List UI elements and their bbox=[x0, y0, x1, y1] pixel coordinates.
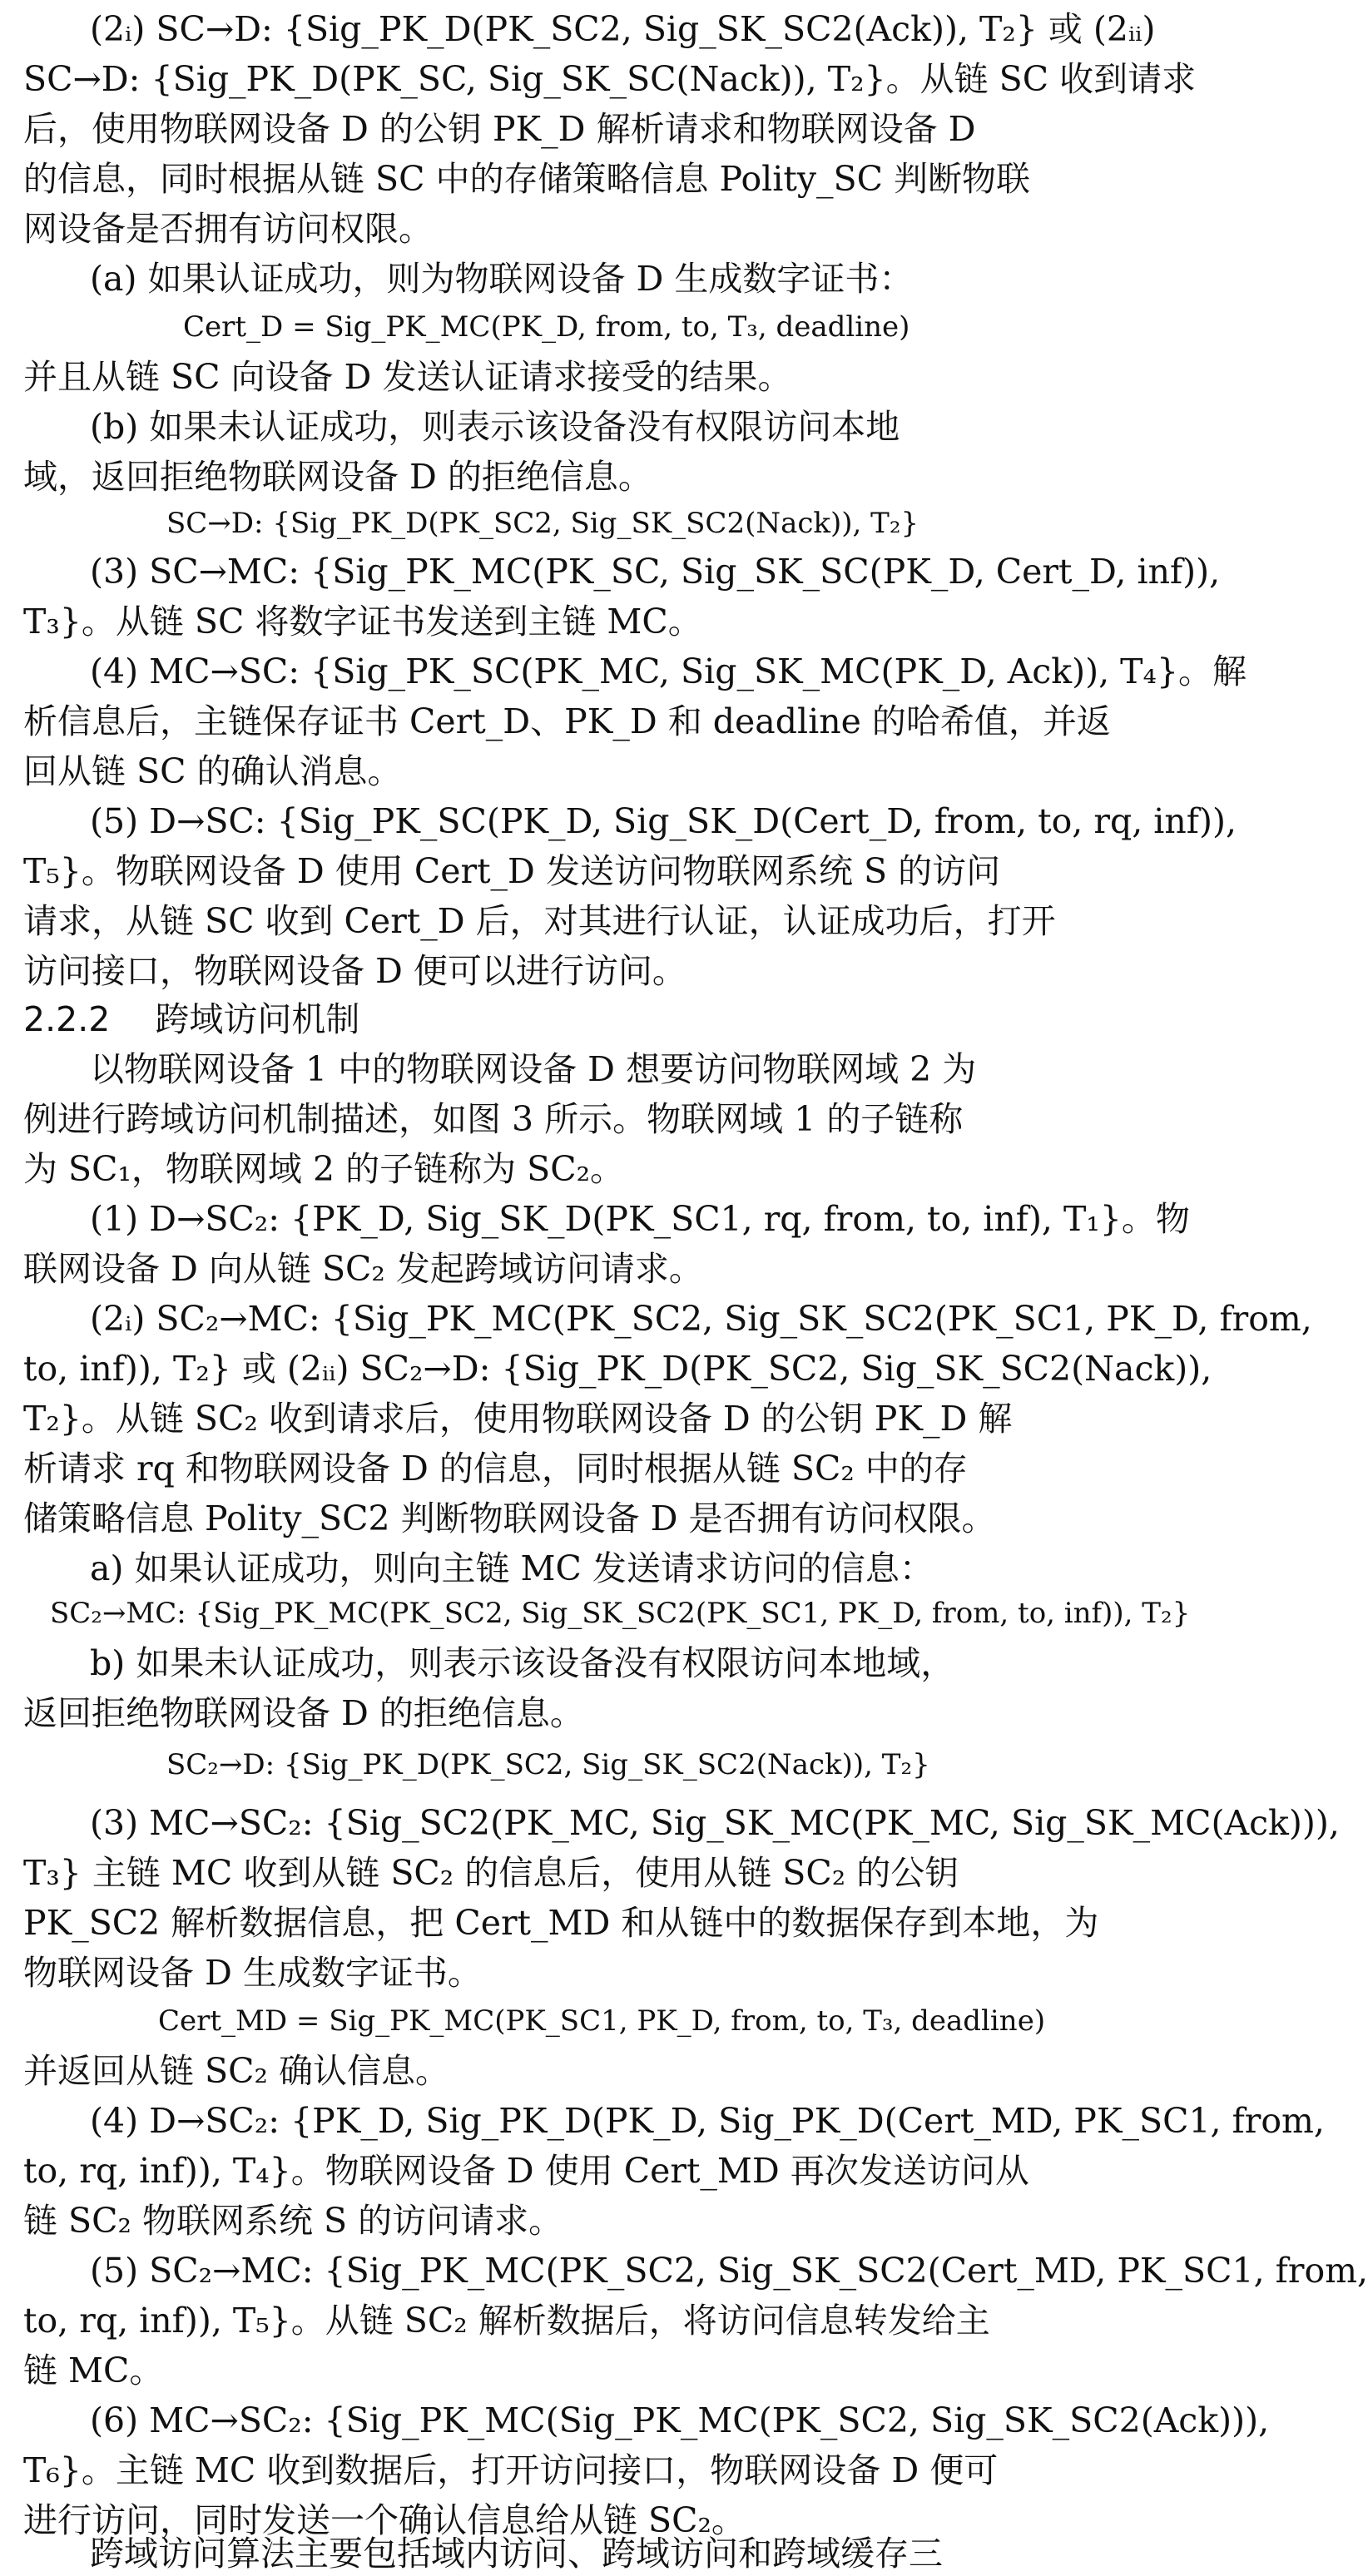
text-line: 为 SC₁，物联网域 2 的子链称为 SC₂。 bbox=[23, 1149, 625, 1189]
section-number: 2.2.2 bbox=[23, 999, 111, 1039]
text-line: (3) MC→SC₂: {Sig_SC2(PK_MC, Sig_SK_MC(PK_MC, Sig_SK_MC(Ack))), bbox=[90, 1803, 1340, 1843]
text-line: (4) D→SC₂: {PK_D, Sig_PK_D(PK_D, Sig_PK_D(Cert_MD, PK_SC1, from, bbox=[90, 2101, 1325, 2141]
text-line: 并返回从链 SC₂ 确认信息。 bbox=[23, 2051, 449, 2091]
text-line: (3) SC→MC: {Sig_PK_MC(PK_SC, Sig_SK_SC(PK_D, Cert_D, inf)), bbox=[90, 552, 1221, 592]
text-line: 以物联网设备 1 中的物联网设备 D 想要访问物联网域 2 为 bbox=[90, 1049, 977, 1089]
text-line: 跨域访问算法主要包括域内访问、跨域访问和跨域缓存三 bbox=[90, 2534, 943, 2574]
text-line: 进行访问，同时发送一个确认信息给从链 SC₂。 bbox=[23, 2500, 746, 2540]
text-line: T₂}。从链 SC₂ 收到请求后，使用物联网设备 D 的公钥 PK_D 解 bbox=[23, 1399, 1013, 1439]
text-line: (6) MC→SC₂: {Sig_PK_MC(Sig_PK_MC(PK_SC2, Sig_SK_SC2(Ack))), bbox=[90, 2400, 1270, 2440]
text-line: (2ᵢ) SC→D: {Sig_PK_D(PK_SC2, Sig_SK_SC2(Ack)), T₂} 或 (2ᵢᵢ) bbox=[90, 9, 1156, 49]
text-line: (5) D→SC: {Sig_PK_SC(PK_D, Sig_SK_D(Cert_D, from, to, rq, inf)), bbox=[90, 801, 1237, 841]
section-title: 跨域访问机制 bbox=[155, 999, 360, 1039]
text-line: (4) MC→SC: {Sig_PK_SC(PK_MC, Sig_SK_MC(PK_D, Ack)), T₄}。解 bbox=[90, 651, 1247, 691]
text-line: to, rq, inf)), T₅}。从链 SC₂ 解析数据后，将访问信息转发给主 bbox=[23, 2301, 990, 2341]
text-line: T₃} 主链 MC 收到从链 SC₂ 的信息后，使用从链 SC₂ 的公钥 bbox=[23, 1853, 959, 1893]
text-line: T₆}。主链 MC 收到数据后，打开访问接口，物联网设备 D 便可 bbox=[23, 2450, 999, 2490]
text-line: 返回拒绝物联网设备 D 的拒绝信息。 bbox=[23, 1693, 584, 1733]
text-line: 物联网设备 D 生成数字证书。 bbox=[23, 1953, 482, 1993]
text-line: 的信息，同时根据从链 SC 中的存储策略信息 Polity_SC 判断物联 bbox=[23, 159, 1031, 199]
text-line: to, inf)), T₂} 或 (2ᵢᵢ) SC₂→D: {Sig_PK_D(PK_SC2, Sig_SK_SC2(Nack)), bbox=[23, 1349, 1212, 1389]
text-line: 后，使用物联网设备 D 的公钥 PK_D 解析请求和物联网设备 D bbox=[23, 109, 976, 149]
formula-nack-2: SC₂→D: {Sig_PK_D(PK_SC2, Sig_SK_SC2(Nack)), T₂} bbox=[166, 1748, 930, 1781]
text-line: (2ᵢ) SC₂→MC: {Sig_PK_MC(PK_SC2, Sig_SK_SC2(PK_SC1, PK_D, from, bbox=[90, 1299, 1312, 1339]
text-line: 回从链 SC 的确认消息。 bbox=[23, 751, 402, 791]
text-line: 并且从链 SC 向设备 D 发送认证请求接受的结果。 bbox=[23, 357, 792, 397]
text-line: 例进行跨域访问机制描述，如图 3 所示。物联网域 1 的子链称 bbox=[23, 1099, 964, 1139]
text-line: 储策略信息 Polity_SC2 判断物联网设备 D 是否拥有访问权限。 bbox=[23, 1499, 996, 1538]
text-line: 请求，从链 SC 收到 Cert_D 后，对其进行认证，认证成功后，打开 bbox=[23, 901, 1056, 941]
text-line: (b) 如果未认证成功，则表示该设备没有权限访问本地 bbox=[90, 407, 900, 447]
text-line: 链 MC。 bbox=[23, 2351, 164, 2390]
text-line: 析请求 rq 和物联网设备 D 的信息，同时根据从链 SC₂ 中的存 bbox=[23, 1449, 968, 1489]
text-line: b) 如果未认证成功，则表示该设备没有权限访问本地域， bbox=[90, 1643, 955, 1683]
text-line: 域，返回拒绝物联网设备 D 的拒绝信息。 bbox=[23, 457, 652, 497]
text-line: (1) D→SC₂: {PK_D, Sig_SK_D(PK_SC1, rq, from, to, inf), T₁}。物 bbox=[90, 1199, 1190, 1239]
text-line: (a) 如果认证成功，则为物联网设备 D 生成数字证书： bbox=[90, 259, 914, 299]
formula-nack: SC→D: {Sig_PK_D(PK_SC2, Sig_SK_SC2(Nack)), T₂} bbox=[166, 507, 919, 540]
text-line: 联网设备 D 向从链 SC₂ 发起跨域访问请求。 bbox=[23, 1249, 703, 1289]
text-line: T₃}。从链 SC 将数字证书发送到主链 MC。 bbox=[23, 602, 702, 642]
formula-forward: SC₂→MC: {Sig_PK_MC(PK_SC2, Sig_SK_SC2(PK_SC1, PK_D, from, to, inf)), T₂} bbox=[50, 1597, 1191, 1630]
formula-cert-d: Cert_D = Sig_PK_MC(PK_D, from, to, T₃, deadline) bbox=[183, 310, 910, 344]
text-line: SC→D: {Sig_PK_D(PK_SC, Sig_SK_SC(Nack)), T₂}。从链 SC 收到请求 bbox=[23, 59, 1197, 99]
text-line: 链 SC₂ 物联网系统 S 的访问请求。 bbox=[23, 2201, 563, 2241]
text-line: (5) SC₂→MC: {Sig_PK_MC(PK_SC2, Sig_SK_SC2(Cert_MD, PK_SC1, from, bbox=[90, 2251, 1368, 2291]
section-heading bbox=[23, 997, 359, 1042]
text-line: 析信息后，主链保存证书 Cert_D、PK_D 和 deadline 的哈希值，并返 bbox=[23, 701, 1111, 741]
formula-cert-md: Cert_MD = Sig_PK_MC(PK_SC1, PK_D, from, to, T₃, deadline) bbox=[158, 2004, 1046, 2038]
text-line: 访问接口，物联网设备 D 便可以进行访问。 bbox=[23, 951, 686, 991]
text-line: to, rq, inf)), T₄}。物联网设备 D 使用 Cert_MD 再次发送访问从 bbox=[23, 2151, 1029, 2191]
text-line: 网设备是否拥有访问权限。 bbox=[23, 209, 433, 249]
text-line: a) 如果认证成功，则向主链 MC 发送请求访问的信息： bbox=[90, 1548, 934, 1588]
text-line: T₅}。物联网设备 D 使用 Cert_D 发送访问物联网系统 S 的访问 bbox=[23, 851, 1001, 891]
text-line: PK_SC2 解析数据信息，把 Cert_MD 和从链中的数据保存到本地，为 bbox=[23, 1903, 1099, 1943]
